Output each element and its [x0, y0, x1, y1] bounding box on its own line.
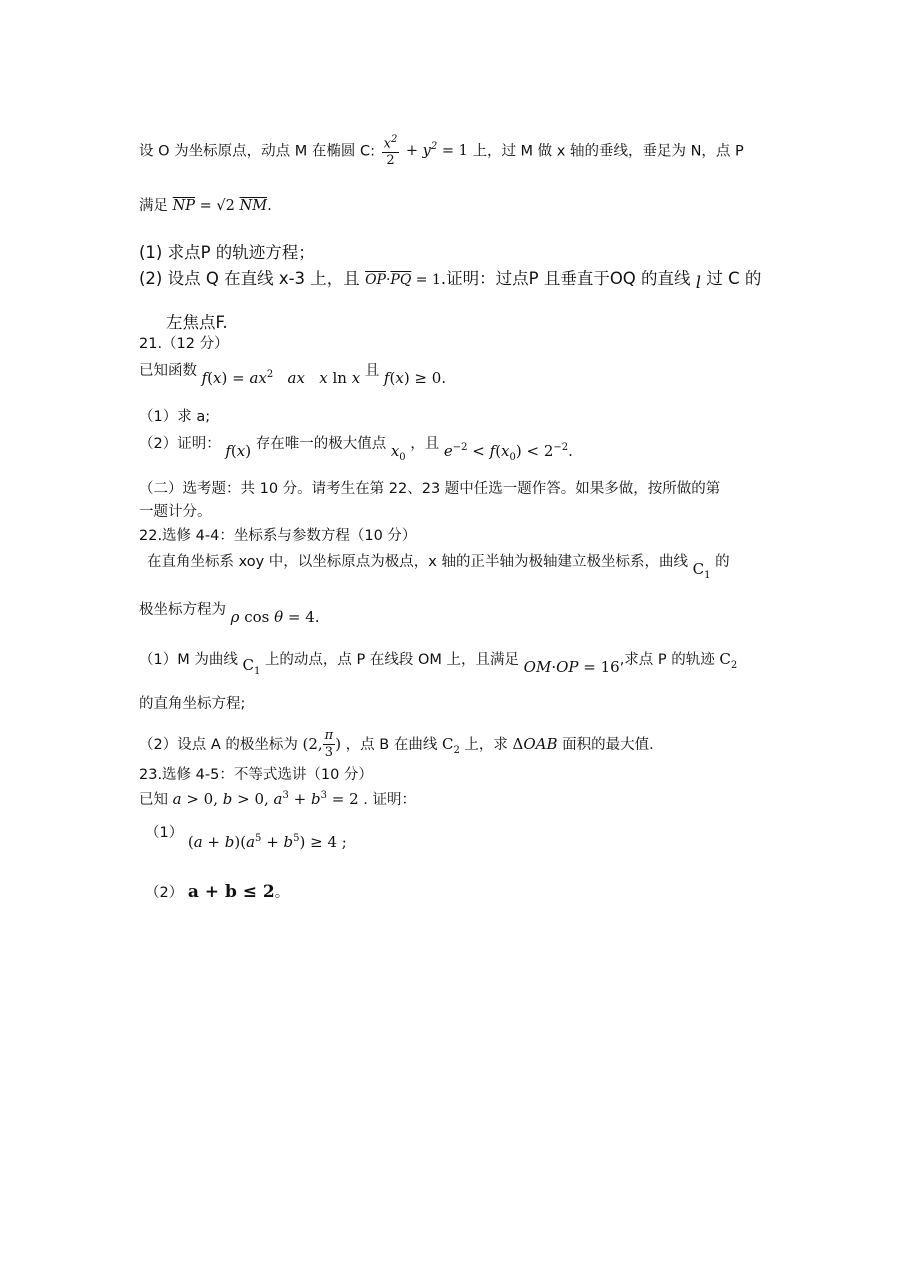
- c2-symbol: $C_2$: [719, 650, 738, 671]
- fx-nonneg: f(x) ≥ 0.: [383, 369, 447, 387]
- q21-part2: （2）证明： f(x) 存在唯一的极大值点 $x_0$ ，且 $e^{-2} < f(x_0) < 2^{-2}$.: [139, 436, 573, 463]
- q22-line2: 极坐标方程为 ρ cos θ = 4.: [139, 602, 320, 626]
- q23-inequality-1: $(a + b)(a^5 + b^5) \ge 4$ ;: [187, 833, 347, 851]
- q23-inequality-2: a + b ≤ 2: [187, 882, 275, 902]
- q23-conditions: a > 0, b > 0, $a^3 + b^3 = 2$: [172, 790, 359, 808]
- q23-part1: （1） $(a + b)(a^5 + b^5) \ge 4$ ;: [145, 825, 347, 851]
- x0-symbol: $x_0$: [390, 442, 406, 463]
- q21-intro: 已知函数 $f(x) = ax^2$ ax x ln x 且 f(x) ≥ 0.: [139, 363, 447, 387]
- triangle-oab: ΔOAB: [512, 734, 558, 753]
- np-nm-formula: $\overline{NP} = √2$ $\overline{NM}$.: [172, 198, 272, 214]
- q20-part2-cont: 左焦点F.: [166, 313, 228, 332]
- op-pq-formula: $\overline{OP}\cdot\overline{PQ} = 1$: [365, 272, 441, 288]
- q23-header: 23.选修 4-5：不等式选讲（10 分）: [139, 767, 373, 783]
- point-a-polar: (2, $\frac{\pi}{3}$ ): [302, 728, 342, 760]
- c1-symbol-2: $C_1$: [242, 656, 261, 677]
- om-op-product: OM·OP = 16: [523, 658, 620, 676]
- q22-part1-cont: 的直角坐标方程;: [139, 696, 246, 712]
- q21-header: 21.（12 分）: [139, 336, 229, 352]
- q22-part2: （2）设点 A 的极坐标为 (2, $\frac{\pi}{3}$ ) ，点 B 在曲线 $C_2$ 上，求 ΔOAB 面积的最大值.: [139, 728, 654, 760]
- q20-line1: 设 O 为坐标原点，动点 M 在椭圆 C: $\frac{x^2}{2}$ + $y^2 = 1$ 上，过 M 做 x 轴的垂线，垂足为 N，点 P: [139, 134, 744, 169]
- ellipse-eq-tail: + $y^2 = 1$: [401, 141, 468, 160]
- polar-equation: ρ cos θ = 4.: [230, 608, 320, 626]
- q20-part1: (1) 求点P 的轨迹方程；: [139, 243, 315, 262]
- c1-symbol: $C_1$: [692, 560, 711, 581]
- q22-part1: （1）M 为曲线 $C_1$ 上的动点，点 P 在线段 OM 上，且满足 OM·OP = 16,求点 P 的轨迹 $C_2$: [139, 650, 738, 677]
- q23-intro: 已知 a > 0, b > 0, $a^3 + b^3 = 2$ . 证明：: [139, 790, 416, 808]
- elective-line1: （二）选考题：共 10 分。请考生在第 22、23 题中任选一题作答。如果多做，按所做的第: [139, 481, 721, 497]
- ellipse-fraction: $\frac{x^2}{2}$: [383, 134, 398, 169]
- q22-line1: 在直角坐标系 xoy 中，以坐标原点为极点，x 轴的正半轴为极轴建立极坐标系，曲线 $C_1$ 的: [147, 554, 730, 581]
- q22-header: 22.选修 4-4：坐标系与参数方程（10 分）: [139, 528, 417, 544]
- elective-line2: 一题计分。: [139, 504, 212, 520]
- c2-symbol-2: $C_2$: [441, 734, 460, 756]
- q21-part1: （1）求 a;: [139, 409, 211, 425]
- q23-part2: （2） a + b ≤ 2。: [145, 882, 290, 902]
- q20-part2: (2) 设点 Q 在直线 x-3 上，且 $\overline{OP}\cdot\overline{PQ} = 1$.证明：过点P 且垂直于OQ 的直线 l 过 C 的: [139, 269, 762, 292]
- q20-line2: 满足 $\overline{NP} = √2$ $\overline{NM}$.: [139, 198, 272, 214]
- fx-symbol: f(x): [225, 442, 252, 460]
- line-l-symbol: l: [695, 273, 702, 292]
- bound-inequality: $e^{-2} < f(x_0) < 2^{-2}$.: [443, 442, 573, 463]
- fx-definition: $f(x) = ax^2$ ax x ln x: [201, 369, 361, 387]
